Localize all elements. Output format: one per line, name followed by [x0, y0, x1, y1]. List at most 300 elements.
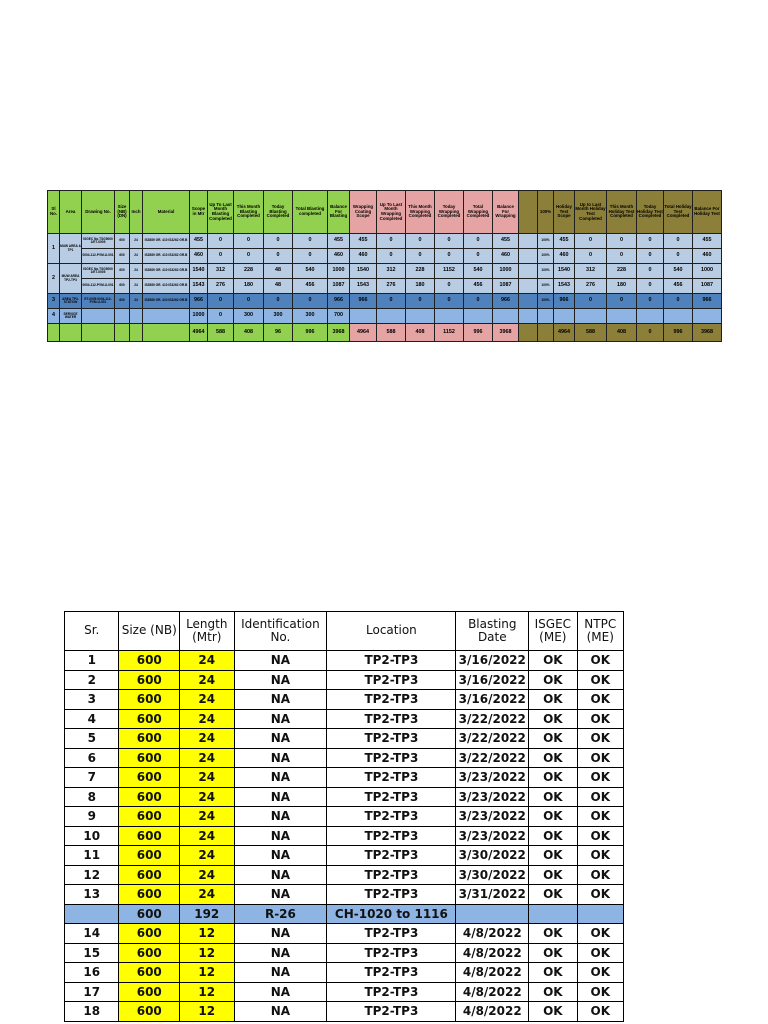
length-cell: 12: [180, 963, 234, 983]
detail-table: [64, 611, 624, 1022]
blasting-date-cell: 3/23/2022: [456, 768, 529, 788]
isgec-cell: OK: [529, 982, 577, 1002]
identification-cell: NA: [234, 709, 327, 729]
material-cell: IS3589 GR. 410 IS3262 GR.B: [143, 279, 190, 294]
length-cell: 12: [180, 982, 234, 1002]
isgec-cell: OK: [529, 1002, 577, 1022]
summary-value-cell: 0: [293, 294, 328, 309]
inch-cell: 24: [130, 294, 143, 309]
summary-total-blank: [130, 324, 143, 342]
summary-value-cell: 0: [234, 249, 264, 264]
detail-row: [65, 748, 624, 768]
summary-total-cell: 4964: [554, 324, 575, 342]
inch-cell: 24: [130, 249, 143, 264]
summary-value-cell: 1543: [350, 279, 377, 294]
blasting-date-cell: 3/23/2022: [456, 787, 529, 807]
drawing-cell: 0004-112-PVM-U-001: [82, 279, 115, 294]
detail-row: [65, 885, 624, 905]
identification-cell: NA: [234, 885, 327, 905]
sr-cell: 4: [65, 709, 119, 729]
summary-value-cell: 100%: [538, 234, 554, 249]
detail-row: [65, 865, 624, 885]
ntpc-cell: OK: [577, 670, 623, 690]
summary-value-cell: [519, 279, 538, 294]
blasting-date-cell: 3/16/2022: [456, 651, 529, 671]
summary-value-cell: 455: [350, 234, 377, 249]
summary-value-cell: [350, 309, 377, 324]
summary-value-cell: 460: [493, 249, 519, 264]
identification-cell: NA: [234, 865, 327, 885]
isgec-cell: OK: [529, 846, 577, 866]
summary-header-cell: Material: [143, 191, 190, 234]
summary-value-cell: 456: [664, 279, 693, 294]
summary-value-cell: 540: [293, 264, 328, 279]
summary-value-cell: 460: [328, 249, 350, 264]
identification-cell: NA: [234, 1002, 327, 1022]
sr-cell: 16: [65, 963, 119, 983]
summary-value-cell: [519, 249, 538, 264]
detail-row: [65, 768, 624, 788]
material-cell: IS3589 GR. 410 IS3262 GR.B: [143, 294, 190, 309]
drawing-cell: ISGEC No.TSG5000 1/ET-0005: [82, 234, 115, 249]
summary-total-cell: 3968: [493, 324, 519, 342]
summary-value-cell: 456: [464, 279, 493, 294]
summary-value-cell: 228: [234, 264, 264, 279]
summary-value-cell: 1000: [328, 264, 350, 279]
summary-value-cell: 1540: [190, 264, 208, 279]
summary-value-cell: 180: [234, 279, 264, 294]
sr-cell: 8: [65, 787, 119, 807]
summary-value-cell: [554, 309, 575, 324]
summary-value-cell: 0: [637, 249, 664, 264]
summary-value-cell: 312: [208, 264, 234, 279]
blasting-date-cell: 4/8/2022: [456, 963, 529, 983]
summary-value-cell: 540: [464, 264, 493, 279]
location-cell: TP2-TP3: [327, 768, 456, 788]
blasting-date-cell: 3/22/2022: [456, 729, 529, 749]
summary-total-blank: [48, 324, 60, 342]
summary-value-cell: 1000: [693, 264, 722, 279]
ntpc-cell: OK: [577, 768, 623, 788]
summary-total-blank: [143, 324, 190, 342]
size-cell: 600: [119, 846, 180, 866]
summary-value-cell: 1000: [190, 309, 208, 324]
summary-header-cell: Sl No.: [48, 191, 60, 234]
summary-row: [48, 309, 722, 324]
detail-row: [65, 924, 624, 944]
summary-value-cell: 0: [575, 234, 607, 249]
material-cell: IS3589 GR. 410 IS3262 GR.B: [143, 264, 190, 279]
summary-total-blank: [60, 324, 82, 342]
location-cell: TP2-TP3: [327, 826, 456, 846]
size-cell: 600: [119, 651, 180, 671]
summary-header-cell: Size (NB) (DN): [115, 191, 130, 234]
blasting-date-cell: 4/8/2022: [456, 943, 529, 963]
length-cell: 24: [180, 729, 234, 749]
size-cell: 600: [119, 670, 180, 690]
location-cell: TP2-TP3: [327, 846, 456, 866]
detail-row: [65, 807, 624, 827]
summary-total-cell: 408: [406, 324, 435, 342]
size-cell: 600: [119, 865, 180, 885]
size-cell: 600: [115, 264, 130, 279]
location-cell: CH-1020 to 1116: [327, 904, 456, 924]
length-cell: 24: [180, 865, 234, 885]
location-cell: TP2-TP3: [327, 924, 456, 944]
summary-header-cell: Today Blasting Completed: [264, 191, 293, 234]
summary-header-cell: This Month Wrapping Completed: [406, 191, 435, 234]
detail-row: [65, 690, 624, 710]
summary-value-cell: [607, 309, 637, 324]
detail-row: [65, 729, 624, 749]
summary-value-cell: 0: [664, 249, 693, 264]
detail-header-cell: Blasting Date: [456, 612, 529, 651]
isgec-cell: OK: [529, 807, 577, 827]
ntpc-cell: OK: [577, 1002, 623, 1022]
summary-value-cell: 1087: [693, 279, 722, 294]
isgec-cell: OK: [529, 885, 577, 905]
identification-cell: R-26: [234, 904, 327, 924]
length-cell: 12: [180, 943, 234, 963]
summary-value-cell: 48: [264, 279, 293, 294]
isgec-cell: OK: [529, 729, 577, 749]
detail-row: [65, 943, 624, 963]
sr-cell: 11: [65, 846, 119, 866]
material-cell: IS3589 GR. 410 IS3262 GR.B: [143, 249, 190, 264]
summary-header-cell: Balance For Wrapping: [493, 191, 519, 234]
isgec-cell: OK: [529, 690, 577, 710]
size-cell: 600: [119, 748, 180, 768]
summary-value-cell: 0: [637, 279, 664, 294]
summary-value-cell: 1540: [350, 264, 377, 279]
summary-header-cell: Up To Last Month Blasting Completed: [208, 191, 234, 234]
summary-value-cell: 966: [328, 294, 350, 309]
summary-value-cell: 700: [328, 309, 350, 324]
size-cell: 600: [115, 249, 130, 264]
sl-cell: 2: [48, 264, 60, 294]
drawing-cell: ISGEC No.TSG5000 1/ET-0005: [82, 264, 115, 279]
blasting-date-cell: 4/8/2022: [456, 924, 529, 944]
summary-value-cell: 228: [607, 264, 637, 279]
location-cell: TP2-TP3: [327, 690, 456, 710]
summary-value-cell: 0: [607, 249, 637, 264]
detail-header-cell: Size (NB): [119, 612, 180, 651]
ntpc-cell: OK: [577, 787, 623, 807]
summary-value-cell: 100%: [538, 264, 554, 279]
summary-header-cell: Area: [60, 191, 82, 234]
sr-cell: 3: [65, 690, 119, 710]
sr-cell: 9: [65, 807, 119, 827]
blasting-date-cell: 4/8/2022: [456, 982, 529, 1002]
sr-cell: 18: [65, 1002, 119, 1022]
summary-total-blank: [82, 324, 115, 342]
summary-total-cell: 996: [664, 324, 693, 342]
length-cell: 24: [180, 787, 234, 807]
identification-cell: NA: [234, 807, 327, 827]
size-cell: 600: [119, 885, 180, 905]
sr-cell: 1: [65, 651, 119, 671]
summary-total-cell: [538, 324, 554, 342]
summary-value-cell: 0: [406, 234, 435, 249]
isgec-cell: OK: [529, 748, 577, 768]
summary-header-cell: Drawing No.: [82, 191, 115, 234]
location-cell: TP2-TP3: [327, 943, 456, 963]
summary-value-cell: 1087: [328, 279, 350, 294]
summary-value-cell: [664, 309, 693, 324]
location-cell: TP2-TP3: [327, 807, 456, 827]
sr-cell: 10: [65, 826, 119, 846]
detail-header-cell: NTPC (ME): [577, 612, 623, 651]
summary-header-cell: Total Wrapping Completed: [464, 191, 493, 234]
identification-cell: NA: [234, 729, 327, 749]
summary-value-cell: 0: [435, 234, 464, 249]
summary-value-cell: 455: [693, 234, 722, 249]
summary-value-cell: [464, 309, 493, 324]
blasting-date-cell: 4/8/2022: [456, 1002, 529, 1022]
size-cell: 600: [119, 982, 180, 1002]
summary-value-cell: [519, 234, 538, 249]
identification-cell: NA: [234, 826, 327, 846]
summary-total-blank: [115, 324, 130, 342]
length-cell: 24: [180, 651, 234, 671]
ntpc-cell: OK: [577, 709, 623, 729]
sr-cell: 5: [65, 729, 119, 749]
summary-value-cell: 456: [293, 279, 328, 294]
summary-value-cell: [519, 309, 538, 324]
ntpc-cell: OK: [577, 690, 623, 710]
detail-row: [65, 651, 624, 671]
identification-cell: NA: [234, 768, 327, 788]
summary-header-cell: Today Holiday Test Completed: [637, 191, 664, 234]
size-cell: 600: [119, 787, 180, 807]
location-cell: TP2-TP3: [327, 748, 456, 768]
ntpc-cell: OK: [577, 963, 623, 983]
summary-value-cell: 455: [554, 234, 575, 249]
summary-value-cell: 300: [264, 309, 293, 324]
inch-cell: [130, 309, 143, 324]
summary-header-cell: Inch: [130, 191, 143, 234]
detail-header-cell: ISGEC (ME): [529, 612, 577, 651]
isgec-cell: OK: [529, 768, 577, 788]
summary-value-cell: [538, 309, 554, 324]
blasting-date-cell: 3/22/2022: [456, 709, 529, 729]
summary-value-cell: 966: [350, 294, 377, 309]
summary-value-cell: 1000: [493, 264, 519, 279]
summary-value-cell: 100%: [538, 279, 554, 294]
length-cell: 24: [180, 846, 234, 866]
sr-cell: 2: [65, 670, 119, 690]
summary-header-cell: 100%: [538, 191, 554, 234]
summary-total-cell: 0: [637, 324, 664, 342]
detail-row: [65, 670, 624, 690]
sr-cell: 7: [65, 768, 119, 788]
ntpc-cell: OK: [577, 748, 623, 768]
summary-total-cell: 588: [575, 324, 607, 342]
summary-value-cell: 0: [664, 294, 693, 309]
summary-value-cell: 228: [406, 264, 435, 279]
identification-cell: NA: [234, 748, 327, 768]
summary-value-cell: [377, 309, 406, 324]
length-cell: 12: [180, 1002, 234, 1022]
summary-header-cell: Total Holiday Test Completed: [664, 191, 693, 234]
summary-value-cell: 455: [328, 234, 350, 249]
sr-cell: 17: [65, 982, 119, 1002]
identification-cell: NA: [234, 651, 327, 671]
summary-value-cell: 0: [208, 309, 234, 324]
summary-value-cell: [637, 309, 664, 324]
identification-cell: NA: [234, 787, 327, 807]
summary-value-cell: 455: [493, 234, 519, 249]
isgec-cell: OK: [529, 709, 577, 729]
summary-value-cell: [493, 309, 519, 324]
summary-header-cell: Scope in Mtr: [190, 191, 208, 234]
summary-header-cell: Up to Last Month Holiday Test Completed: [575, 191, 607, 234]
isgec-cell: OK: [529, 943, 577, 963]
length-cell: 24: [180, 768, 234, 788]
blasting-date-cell: 3/31/2022: [456, 885, 529, 905]
location-cell: TP2-TP3: [327, 885, 456, 905]
drawing-cell: 0004-112-PVM-U-001: [82, 249, 115, 264]
summary-header-cell: Balance For Holiday Test: [693, 191, 722, 234]
blasting-date-cell: 3/30/2022: [456, 865, 529, 885]
detail-row: [65, 982, 624, 1002]
summary-value-cell: 0: [464, 234, 493, 249]
length-cell: 24: [180, 807, 234, 827]
summary-value-cell: 0: [406, 249, 435, 264]
summary-total-cell: 4964: [190, 324, 208, 342]
summary-value-cell: 966: [693, 294, 722, 309]
summary-value-cell: [693, 309, 722, 324]
summary-value-cell: 0: [637, 264, 664, 279]
summary-header-row: [48, 191, 722, 234]
summary-value-cell: 100%: [538, 294, 554, 309]
length-cell: 24: [180, 690, 234, 710]
blasting-wrapping-summary-table: [47, 190, 721, 342]
area-cell: AREA TP3-STATION: [60, 294, 82, 309]
summary-header-cell: Up To Last Month Wrapping Completed: [377, 191, 406, 234]
identification-cell: NA: [234, 690, 327, 710]
summary-value-cell: 0: [464, 249, 493, 264]
location-cell: TP2-TP3: [327, 865, 456, 885]
detail-header-cell: Sr.: [65, 612, 119, 651]
ntpc-cell: OK: [577, 924, 623, 944]
ntpc-cell: OK: [577, 807, 623, 827]
blasting-date-cell: 3/23/2022: [456, 826, 529, 846]
summary-value-cell: 455: [190, 234, 208, 249]
detail-row: [65, 1002, 624, 1022]
detail-subtotal-row: [65, 904, 624, 924]
summary-value-cell: 276: [208, 279, 234, 294]
ntpc-cell: OK: [577, 651, 623, 671]
sr-cell: 6: [65, 748, 119, 768]
summary-value-cell: 460: [693, 249, 722, 264]
size-cell: 600: [119, 690, 180, 710]
ntpc-cell: OK: [577, 982, 623, 1002]
summary-value-cell: 48: [264, 264, 293, 279]
summary-value-cell: [519, 294, 538, 309]
ntpc-cell: OK: [577, 826, 623, 846]
summary-total-cell: 588: [208, 324, 234, 342]
summary-total-cell: 3968: [693, 324, 722, 342]
size-cell: 600: [119, 1002, 180, 1022]
detail-header-cell: Identification No.: [234, 612, 327, 651]
material-cell: IS3589 GR. 410 IS3262 GR.B: [143, 234, 190, 249]
summary-total-cell: 996: [464, 324, 493, 342]
summary-table: [47, 190, 722, 342]
summary-value-cell: 966: [554, 294, 575, 309]
summary-total-cell: [519, 324, 538, 342]
summary-header-cell: Wrapping Coating Scope: [350, 191, 377, 234]
summary-value-cell: 0: [435, 279, 464, 294]
size-cell: 600: [119, 709, 180, 729]
inch-cell: 24: [130, 279, 143, 294]
summary-value-cell: 966: [190, 294, 208, 309]
isgec-cell: OK: [529, 865, 577, 885]
length-cell: 24: [180, 670, 234, 690]
blasting-date-cell: 3/30/2022: [456, 846, 529, 866]
summary-total-cell: 4964: [350, 324, 377, 342]
summary-total-cell: 408: [234, 324, 264, 342]
summary-header-cell: This Month Holiday Test Completed: [607, 191, 637, 234]
isgec-cell: OK: [529, 670, 577, 690]
location-cell: TP2-TP3: [327, 670, 456, 690]
identification-cell: NA: [234, 924, 327, 944]
summary-header-cell: [519, 191, 538, 234]
length-cell: 24: [180, 885, 234, 905]
summary-value-cell: 0: [575, 249, 607, 264]
size-cell: 600: [115, 234, 130, 249]
summary-total-row: [48, 324, 722, 342]
summary-value-cell: 0: [607, 234, 637, 249]
ntpc-cell: OK: [577, 865, 623, 885]
summary-value-cell: [406, 309, 435, 324]
summary-value-cell: 0: [377, 249, 406, 264]
sr-cell: 14: [65, 924, 119, 944]
isgec-cell: OK: [529, 787, 577, 807]
summary-row: [48, 264, 722, 279]
location-cell: TP2-TP3: [327, 963, 456, 983]
size-cell: 600: [115, 279, 130, 294]
detail-header-cell: Location: [327, 612, 456, 651]
summary-value-cell: 0: [664, 234, 693, 249]
summary-value-cell: 300: [234, 309, 264, 324]
material-cell: [143, 309, 190, 324]
summary-value-cell: 0: [264, 294, 293, 309]
summary-value-cell: 0: [637, 294, 664, 309]
drawing-cell: [82, 309, 115, 324]
sl-cell: 3: [48, 294, 60, 309]
detail-row: [65, 826, 624, 846]
summary-value-cell: 100%: [538, 249, 554, 264]
summary-value-cell: 0: [435, 249, 464, 264]
summary-value-cell: 1543: [190, 279, 208, 294]
summary-value-cell: 460: [554, 249, 575, 264]
ntpc-cell: OK: [577, 885, 623, 905]
summary-value-cell: 460: [350, 249, 377, 264]
area-cell: MUW AREA TP2-TP3: [60, 264, 82, 294]
detail-header-row: [65, 612, 624, 651]
pipe-blasting-inspection-table: [64, 611, 624, 1022]
summary-value-cell: 0: [406, 294, 435, 309]
summary-header-cell: This Month Blasting Completed: [234, 191, 264, 234]
blasting-date-cell: 3/16/2022: [456, 690, 529, 710]
inch-cell: 24: [130, 234, 143, 249]
ntpc-cell: [577, 904, 623, 924]
isgec-cell: [529, 904, 577, 924]
summary-value-cell: 0: [293, 234, 328, 249]
summary-header-cell: Balance For Blasting: [328, 191, 350, 234]
summary-value-cell: 0: [637, 234, 664, 249]
